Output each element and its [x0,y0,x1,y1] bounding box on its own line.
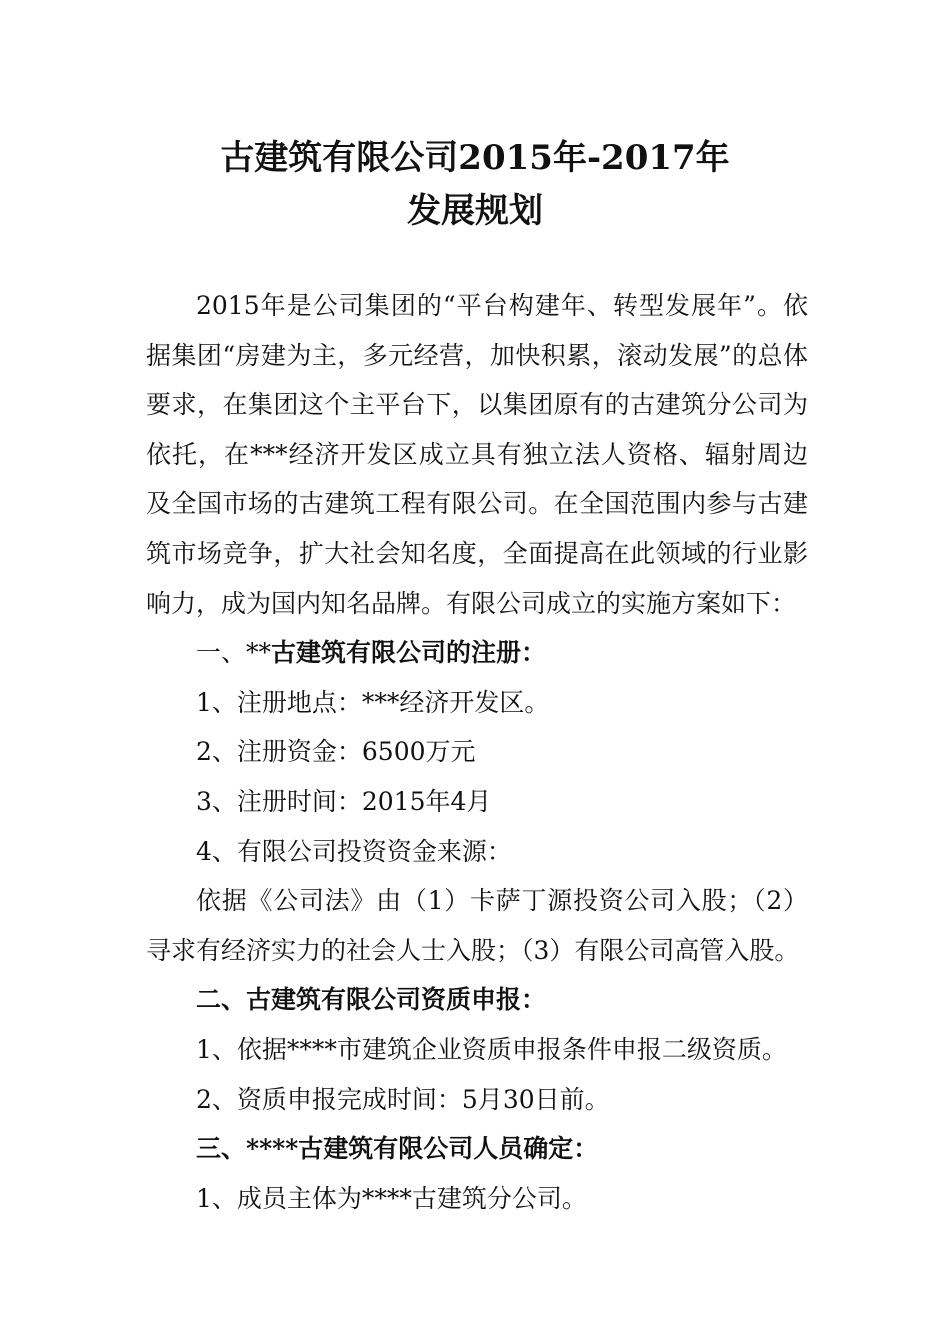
section-3-heading: 三、****古建筑有限公司人员确定： [196,1134,599,1164]
funding-paragraph: 依据《公司法》由（1）卡萨丁源投资公司入股；（2）寻求有经济实力的社会人士入股；（3）有限公司高管入股。 [146,886,808,965]
document-title-line-1: 古建筑有限公司2015年-2017年 [220,138,730,178]
section-3-item: 1、成员主体为****古建筑分公司。 [196,1183,587,1213]
document-body [146,281,808,1223]
intro-paragraph: 2015年是公司集团的“平台构建年、转型发展年”。依据集团“房建为主，多元经营，加快积累，滚动发展”的总体要求，在集团这个主平台下，以集团原有的古建筑分公司为依托，在***经济开发区成立具有独立法人资格、辐射周边及全国市场的古建筑工程有限公司。在全国范围内参与古建筑市场竞争，扩大社会知名度，全面提高在此领域的行业影响力，成为国内知名品牌。有限公司成立的实施方案如下： [146,291,808,618]
section-1-title: 古建筑有限公司的注册： [271,638,547,668]
section-1-heading [146,628,808,678]
section-1-item: 2、注册资金：6500万元 [196,737,476,767]
section-2-item: 2、资质申报完成时间：5月30日前。 [196,1084,610,1114]
document-title-line-2: 发展规划 [407,191,543,231]
section-2-heading: 二、古建筑有限公司资质申报： [196,985,547,1015]
section-1-item: 1、注册地点：***经济开发区。 [196,687,550,717]
section-1-item: 3、注册时间：2015年4月 [196,786,492,816]
section-1-item: 4、有限公司投资资金来源： [196,836,512,866]
section-2-item: 1、依据****市建筑企业资质申报条件申报二级资质。 [196,1034,787,1064]
section-1-prefix: 一、** [196,638,272,668]
